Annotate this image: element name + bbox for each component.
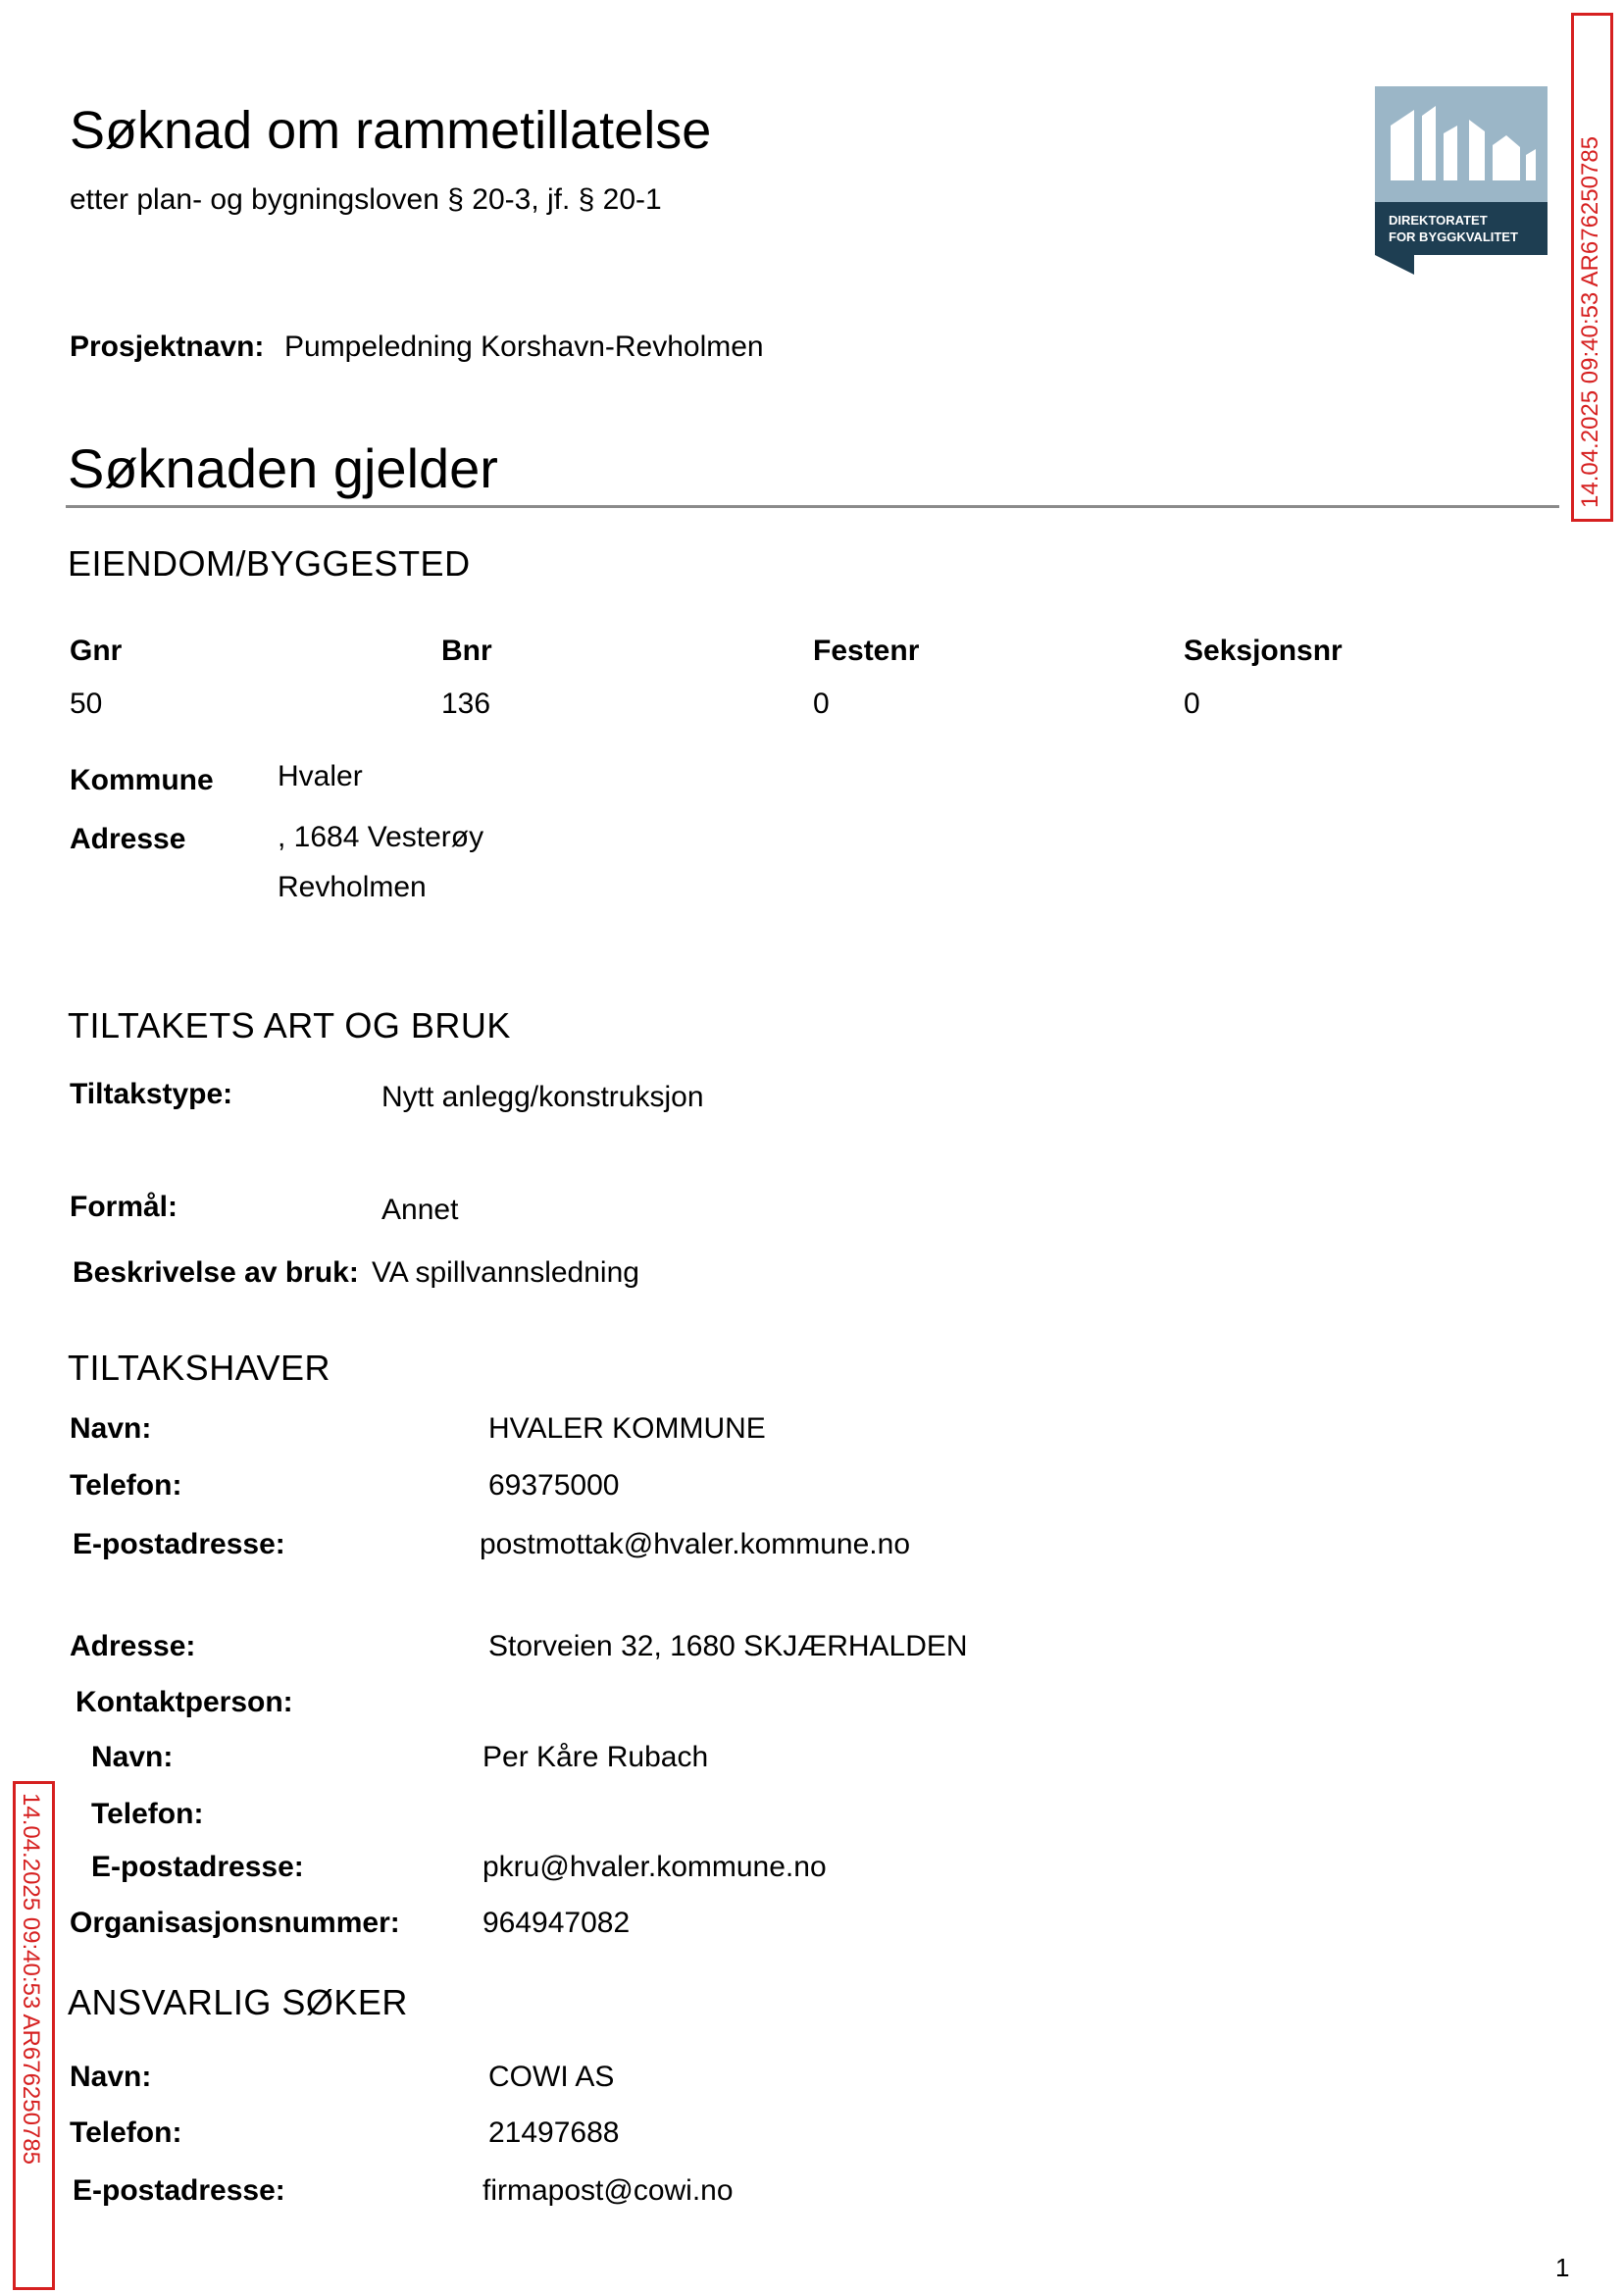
gnr-value: 50 — [70, 688, 103, 720]
tiltak-heading: TILTAKETS ART OG BRUK — [68, 1005, 511, 1045]
adresse-line2: Revholmen — [278, 871, 427, 903]
project-value: Pumpeledning Korshavn-Revholmen — [284, 331, 764, 363]
kontakt-telefon-label: Telefon: — [91, 1798, 204, 1830]
kontakt-epost-value: pkru@hvaler.kommune.no — [482, 1851, 827, 1883]
document-title: Søknad om rammetillatelse — [70, 101, 712, 160]
adresse-label: Adresse — [70, 823, 186, 855]
bnr-label: Bnr — [441, 635, 492, 667]
seksjonsnr-label: Seksjonsnr — [1184, 635, 1343, 667]
orgnr-label: Organisasjonsnummer: — [70, 1907, 400, 1939]
tiltakstype-label: Tiltakstype: — [70, 1078, 233, 1110]
bruk-value: VA spillvannsledning — [372, 1256, 639, 1289]
tiltakshaver-navn-label: Navn: — [70, 1412, 152, 1445]
ansvarlig-navn-value: COWI AS — [488, 2061, 615, 2093]
logo-text-line1: DIREKTORATET — [1389, 213, 1488, 228]
kommune-label: Kommune — [70, 764, 214, 796]
tiltakstype-value: Nytt anlegg/konstruksjon — [381, 1081, 704, 1113]
tiltakshaver-epost-label: E-postadresse: — [73, 1528, 285, 1560]
kontakt-epost-label: E-postadresse: — [91, 1851, 304, 1883]
ansvarlig-telefon-label: Telefon: — [70, 2116, 182, 2149]
tiltakshaver-heading: TILTAKSHAVER — [68, 1348, 331, 1388]
formal-label: Formål: — [70, 1191, 178, 1223]
adresse-line1: , 1684 Vesterøy — [278, 821, 484, 853]
section-divider — [66, 505, 1559, 508]
page-number: 1 — [1555, 2253, 1570, 2282]
tiltakshaver-telefon-label: Telefon: — [70, 1469, 182, 1502]
tiltakshaver-epost-value: postmottak@hvaler.kommune.no — [480, 1528, 910, 1560]
bnr-value: 136 — [441, 688, 491, 720]
section-title: Søknaden gjelder — [68, 437, 498, 499]
stamp-text-bottom-left: 14.04.2025 09:40:53 AR676250785 — [18, 1793, 44, 2166]
tiltakshaver-navn-value: HVALER KOMMUNE — [488, 1412, 766, 1445]
dibk-logo-icon — [1375, 86, 1548, 275]
document-subtitle: etter plan- og bygningsloven § 20-3, jf. § 20-1 — [70, 183, 662, 216]
property-heading: EIENDOM/BYGGESTED — [68, 543, 471, 584]
tiltakshaver-adresse-value: Storveien 32, 1680 SKJÆRHALDEN — [488, 1630, 968, 1662]
ansvarlig-heading: ANSVARLIG SØKER — [68, 1982, 408, 2022]
project-label: Prosjektnavn: — [70, 331, 265, 363]
kontakt-navn-label: Navn: — [91, 1741, 174, 1773]
logo-text-line2: FOR BYGGKVALITET — [1389, 229, 1518, 244]
formal-value: Annet — [381, 1194, 459, 1226]
stamp-text-top-right: 14.04.2025 09:40:53 AR676250785 — [1577, 135, 1603, 508]
ansvarlig-navn-label: Navn: — [70, 2061, 152, 2093]
kontaktperson-label: Kontaktperson: — [76, 1686, 293, 1718]
seksjonsnr-value: 0 — [1184, 688, 1200, 720]
tiltakshaver-adresse-label: Adresse: — [70, 1630, 196, 1662]
kontakt-navn-value: Per Kåre Rubach — [482, 1741, 709, 1773]
dibk-logo — [1375, 86, 1548, 275]
kommune-value: Hvaler — [278, 760, 363, 792]
festenr-label: Festenr — [813, 635, 920, 667]
ansvarlig-epost-value: firmapost@cowi.no — [482, 2174, 734, 2207]
orgnr-value: 964947082 — [482, 1907, 631, 1939]
ansvarlig-epost-label: E-postadresse: — [73, 2174, 285, 2207]
ansvarlig-telefon-value: 21497688 — [488, 2116, 620, 2149]
tiltakshaver-telefon-value: 69375000 — [488, 1469, 620, 1502]
gnr-label: Gnr — [70, 635, 123, 667]
festenr-value: 0 — [813, 688, 830, 720]
bruk-label: Beskrivelse av bruk: — [73, 1256, 359, 1289]
